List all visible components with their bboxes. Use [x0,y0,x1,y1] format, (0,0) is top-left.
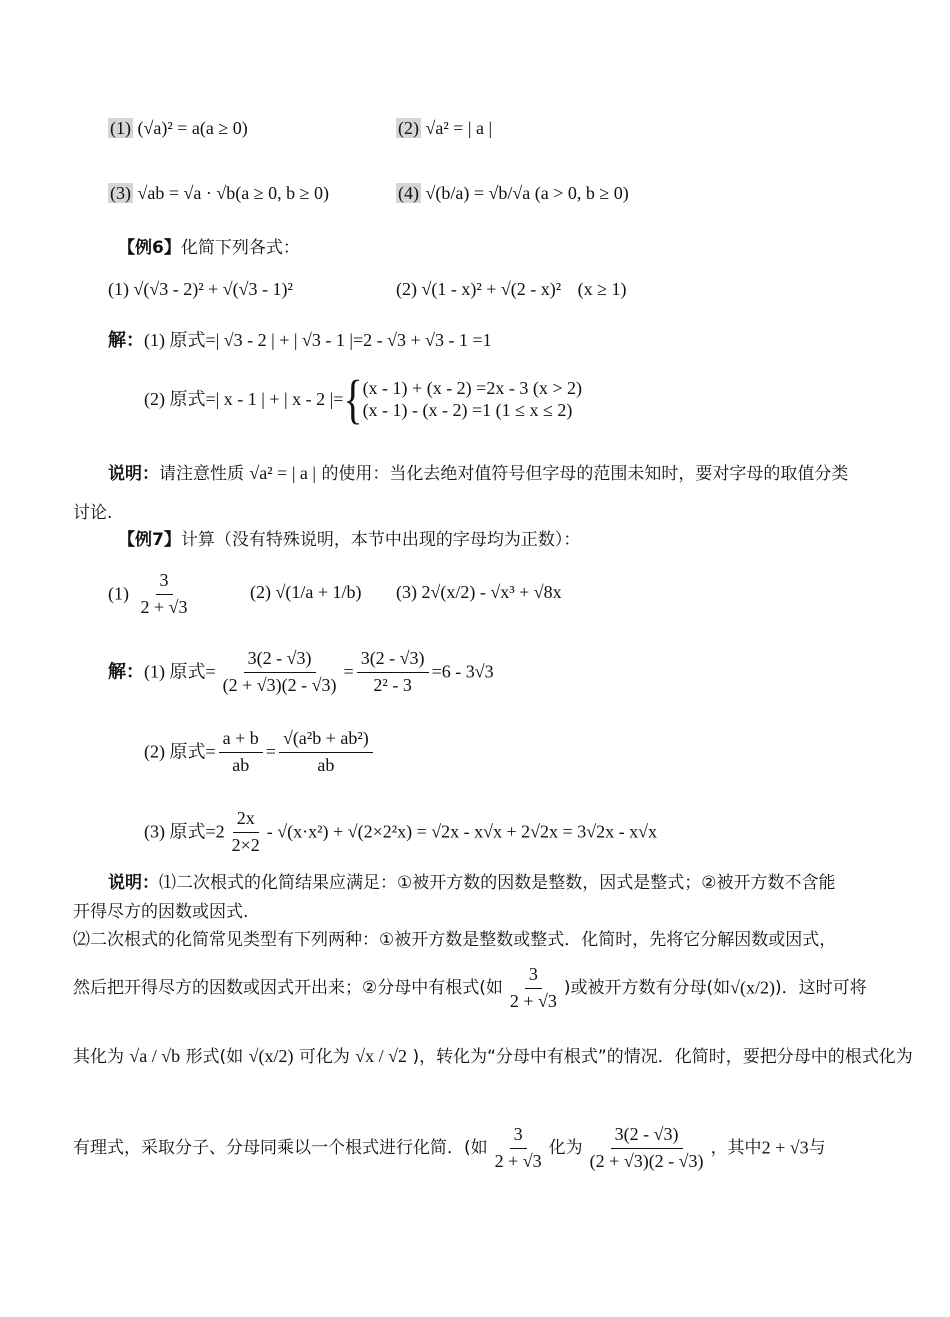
question-label: (1) [108,583,129,604]
solution-prefix: (1) 原式= [144,661,216,682]
case-list [363,378,582,421]
example-7-solution-1: 解：(1) 原式= $\frac{3(2 - √3)}{(2 + √3)(2 - √3)}$ = $\frac{3(2 - √3)}{\text{2² - 3}}$ =6 - 3√3 [108,648,494,695]
numerator: 3 [156,570,173,595]
explanation-formula: √(x/2) [248,1046,294,1066]
explanation-text: )，转化为“分母中有根式”的情况．化简时，要把分母中的根式化为 [412,1047,913,1067]
fraction [137,570,192,618]
property-4 [396,183,629,205]
explanation-text: ⑴二次根式的化简结果应满足：①被开方数的因数是整数，因式是整式；②被开方数不含能 [159,873,836,893]
property-1-label: (1) [110,118,131,138]
denominator: 2 + √3 [494,1150,542,1171]
example-7-title: 计算（没有特殊说明，本节中出现的字母均为正数）： [180,530,581,550]
explanation-formula: √a / √b [129,1046,181,1066]
explanation-text: 然后把开得尽方的因数或因式开出来；②分母中有根式(如 [73,977,503,998]
numerator: 3(2 - √3) [244,648,316,673]
fraction [279,728,373,776]
explanation-line-6 [73,1124,826,1172]
fraction [357,648,429,696]
property-3-formula: √ab = √a · √b(a ≥ 0, b ≥ 0) [137,183,329,203]
question-label: (3) [396,582,417,602]
explanation-line-1 [108,873,835,893]
left-brace-icon: { [343,368,363,430]
explanation-text: 与 [808,1137,826,1158]
example-7-solution-2: (2) 原式= $\frac{a + b}{ab}$ = $\frac{\text{√(a²b + ab²)}}{ab}$ [144,728,376,776]
property-3 [108,183,329,205]
explanation-text: 化为 [548,1137,583,1158]
explanation-text: 有理式，采取分子、分母同乘以一个根式进行化简．(如 [73,1137,488,1158]
example-7-tag: 【例7】 [118,530,181,550]
denominator: ab [232,754,250,775]
explanation-text: 其化为 [73,1047,124,1067]
property-1-formula: (√a)² = a(a ≥ 0) [137,118,248,138]
explanation-text: 可化为 [298,1047,350,1067]
numerator: √(a²b + ab²) [279,728,373,753]
explanation-text: )或被开方数有分母(如 [563,977,731,998]
numerator: a + b [219,728,263,753]
example-7-question-2 [250,582,362,604]
denominator: 2 + √3 [140,596,188,617]
solution-label: 解： [108,330,144,351]
denominator: (2 + √3)(2 - √3) [589,1150,704,1171]
explanation-formula: √x / √2 [355,1046,408,1066]
case-2: (x - 1) - (x - 2) =1 (1 ≤ x ≤ 2) [362,399,573,420]
solution-prefix: (3) 原式=2 [144,821,225,842]
property-2-formula: √a² = | a | [425,118,493,138]
note-text: 的使用：当化去绝对值符号但字母的范围未知时，要对字母的取值分类 [321,464,849,484]
example-6-note [108,463,848,485]
property-3-label: (3) [110,183,131,203]
explanation-text: ，其中 [710,1137,762,1158]
explanation-formula: 2 + √3 [761,1137,809,1158]
numerator: 3(2 - √3) [357,648,429,673]
example-7-question-1 [108,570,195,618]
explanation-line-4 [73,964,867,1012]
note-text: 请注意性质 [159,464,244,484]
numerator: 2x [233,808,259,833]
explanation-label: 说明： [108,873,159,893]
question-label: (1) [108,279,129,299]
solution-text: (1) 原式=| √3 - 2 | + | √3 - 1 |=2 - √3 + √3 - 1 =1 [144,330,492,350]
property-2 [396,118,492,140]
numerator: 3(2 - √3) [611,1124,683,1149]
question-label: (2) [396,279,417,299]
example-6-title: 化简下列各式： [180,238,300,258]
note-label: 说明： [108,464,159,484]
question-formula: 2√(x/2) - √x³ + √8x [421,582,562,602]
property-1 [108,118,248,140]
numerator: 3 [525,964,542,989]
solution-label: 解： [108,661,144,683]
property-4-label: (4) [398,183,419,203]
example-7-heading [118,530,580,550]
fraction [219,728,263,776]
denominator: 2×2 [231,834,260,855]
fraction [506,964,561,1012]
solution-prefix: (2) 原式= [144,741,216,762]
denominator: 2² - 3 [373,674,412,695]
property-2-label: (2) [398,118,419,138]
note-formula: √a² = | a | [249,463,317,483]
example-6-heading [118,238,300,258]
fraction [219,648,341,696]
fraction [228,808,264,856]
example-7-question-3 [396,582,562,604]
solution-prefix: (2) 原式=| x - 1 | + | x - 2 |= [144,388,344,409]
fraction [586,1124,708,1172]
question-formula: √(1/a + 1/b) [275,582,362,602]
example-6-note-continued: 讨论. [73,503,113,523]
denominator: (2 + √3)(2 - √3) [222,674,337,695]
explanation-formula: √(x/2) [730,977,776,998]
explanation-line-3: ⑵二次根式的化简常见类型有下列两种：①被开方数是整数或整式．化简时，先将它分解因数或因式， [73,930,837,950]
case-1: (x - 1) + (x - 2) =2x - 3 (x > 2) [362,378,582,398]
explanation-text: )．这时可将 [775,977,867,998]
explanation-text: 形式(如 [185,1047,244,1067]
denominator: ab [317,754,335,775]
example-6-solution-2 [144,368,582,430]
question-formula: √(1 - x)² + √(2 - x)² [421,279,562,299]
example-7-solution-3 [144,808,657,856]
example-6-tag: 【例6】 [118,238,181,258]
question-condition: (x ≥ 1) [577,279,627,299]
solution-tail: =6 - 3√3 [431,661,494,682]
property-4-formula: √(b/a) = √b/√a (a > 0, b ≥ 0) [425,183,629,203]
denominator: 2 + √3 [509,990,557,1011]
question-formula: √(√3 - 2)² + √(√3 - 1)² [133,279,293,299]
explanation-line-2: 开得尽方的因数或因式. [73,902,249,922]
question-label: (2) [250,582,271,602]
example-6-solution-1 [108,330,492,352]
fraction [491,1124,546,1172]
solution-tail: - √(x·x²) + √(2×2²x) = √2x - x√x + 2√2x = 3√2x - x√x [266,821,657,842]
example-6-question-2 [396,279,627,301]
explanation-line-5 [73,1046,913,1068]
numerator: 3 [510,1124,527,1149]
example-6-question-1 [108,279,293,301]
